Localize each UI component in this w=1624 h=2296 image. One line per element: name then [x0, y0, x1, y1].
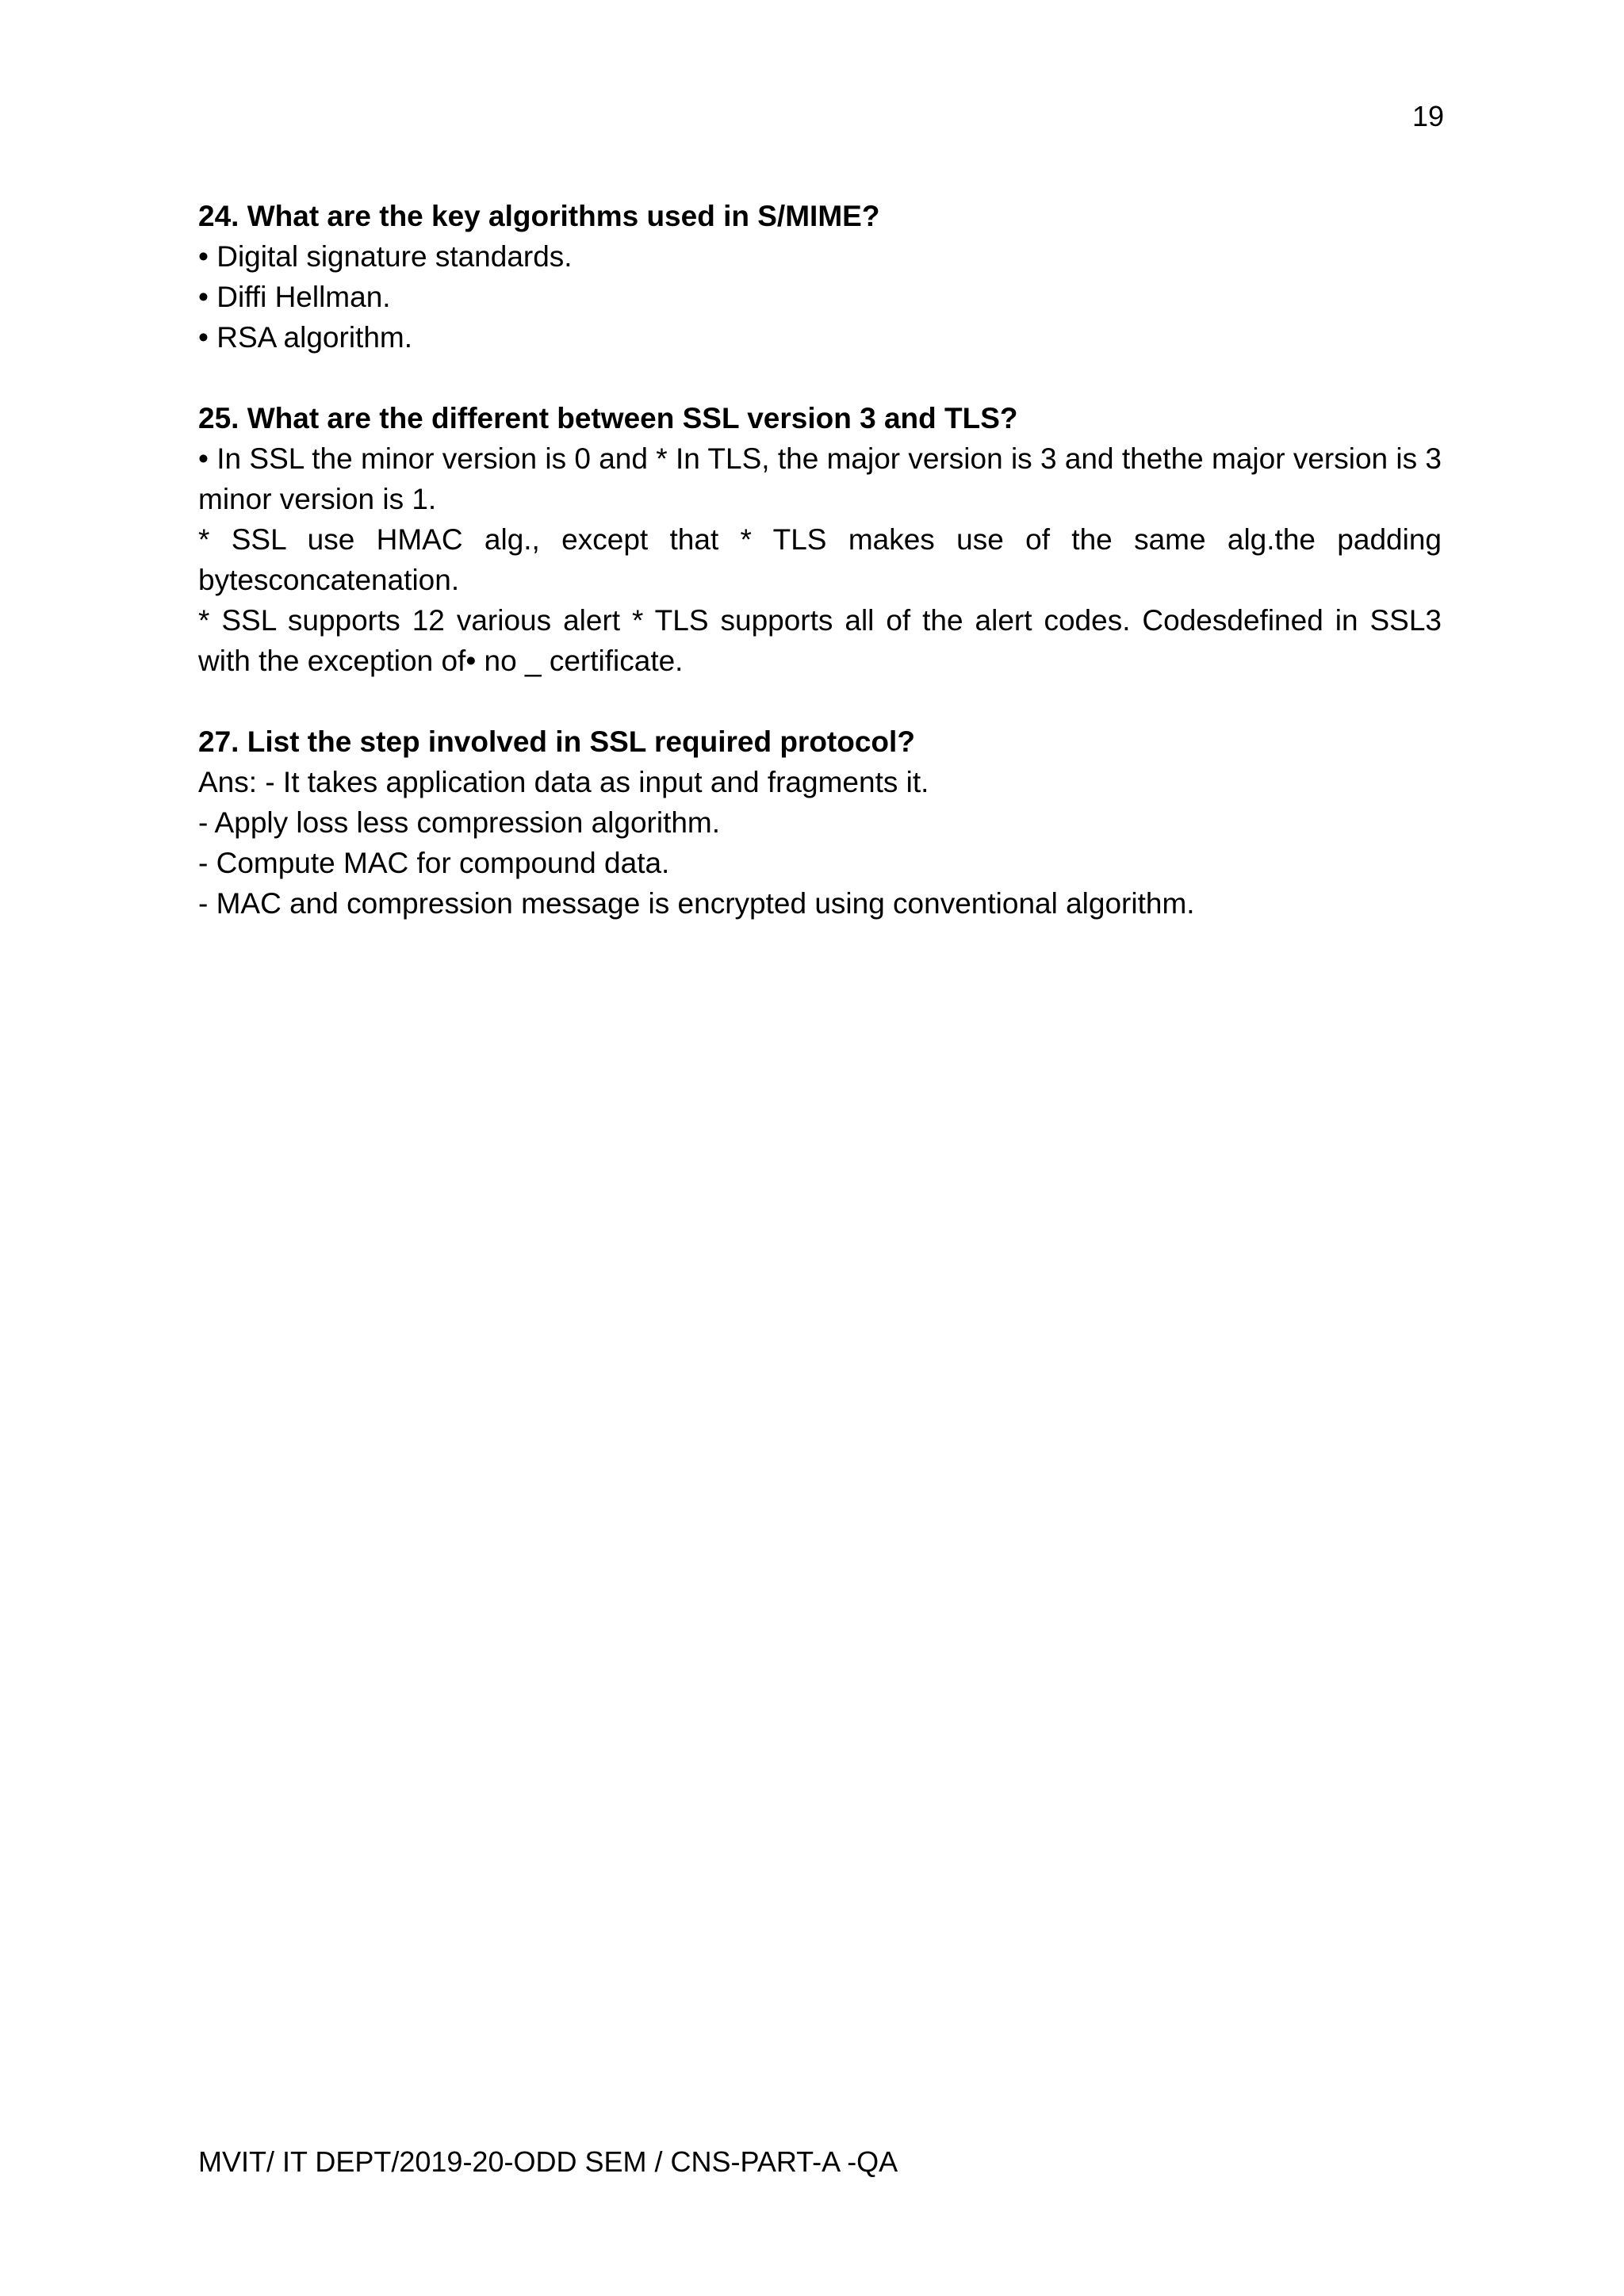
question-25-heading: 25. What are the different between SSL version 3 and TLS? — [198, 402, 1018, 434]
answer-line: - Apply loss less compression algorithm. — [198, 806, 721, 839]
question-25-section — [198, 398, 1450, 681]
answer-line: - MAC and compression message is encrypted using conventional algorithm. — [198, 887, 1195, 920]
page-footer: MVIT/ IT DEPT/2019-20-ODD SEM / CNS-PART-A -QA — [198, 2145, 898, 2178]
answer-line: • Digital signature standards. — [198, 240, 573, 273]
answer-paragraph: * SSL use HMAC alg., except that * TLS makes use of the same alg.the padding bytesconcatenation. — [198, 523, 1450, 596]
question-24-section — [198, 196, 1442, 358]
answer-line: Ans: - It takes application data as input and fragments it. — [198, 766, 929, 798]
answer-paragraph: • In SSL the minor version is 0 and * In TLS, the major version is 3 and thethe major version is 3 minor version is 1. — [198, 442, 1450, 515]
answer-line: - Compute MAC for compound data. — [198, 847, 670, 879]
question-27-heading: 27. List the step involved in SSL required protocol? — [198, 725, 915, 758]
document-body — [198, 196, 1450, 964]
question-24-heading: 24. What are the key algorithms used in S/MIME? — [198, 200, 880, 232]
answer-line: • RSA algorithm. — [198, 321, 413, 354]
answer-paragraph: * SSL supports 12 various alert * TLS supports all of the alert codes. Codesdefined in SSL3 with the exception of• no _ certificate. — [198, 604, 1450, 677]
answer-line: • Diffi Hellman. — [198, 281, 391, 313]
question-27-section — [198, 721, 1442, 924]
page-number: 19 — [1411, 100, 1444, 132]
